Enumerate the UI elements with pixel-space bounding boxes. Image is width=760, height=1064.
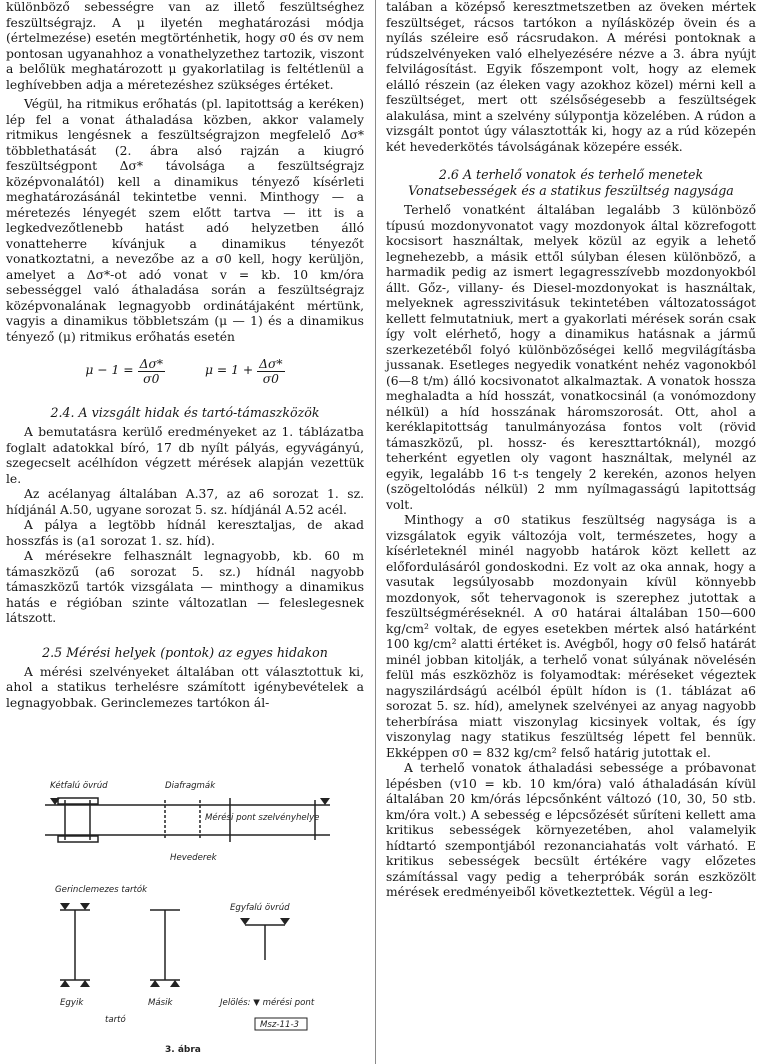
formula-block (6, 351, 364, 391)
label-jeloles: Jelölés: ▼ mérési pont (220, 998, 315, 1008)
fraction-numerator: Δσ* (259, 356, 283, 371)
left-column (6, 0, 364, 711)
figure-3 (30, 760, 360, 1060)
measurement-point-marker (240, 918, 250, 925)
label-ketfalu-ovrud: Kétfalú övrúd (50, 781, 108, 791)
section-heading: 2.4. A vizsgált hidak és tartó-támaszközök (50, 405, 320, 420)
measurement-point-marker (80, 903, 90, 910)
measurement-point-marker (320, 798, 330, 805)
label-meresi-pont: Mérési pont szelvényhelye (205, 813, 320, 823)
formula-1 (85, 357, 165, 386)
label-figure-code: Msz-11-3 (260, 1020, 300, 1030)
paragraph: A mérési szelvényeket általában ott választottuk ki, ahol a statikus terhelésre számított igénybevételek a legnagyobbak. Gerinclemezes tartókon ál- (6, 664, 364, 710)
label-diafragmak: Diafragmák (165, 781, 216, 791)
figure-caption: 3. ábra (165, 1045, 201, 1055)
measurement-point-marker (60, 903, 70, 910)
measurement-point-marker (150, 980, 160, 987)
paragraph: A terhelő vonatok áthaladási sebessége a próbavonat lépésben (v10 = kb. 10 km/óra) való áthaladásán kívül általában 20 km/órás lépcsőnként változó (10, 30, 50 stb. km/óra volt.) A sebesség e lépcsőzését sűríteni kellett ama kritikus sebességek környezetében, ahol valamelyik hídtartó szempontjából rezonanciahatás volt várható. E kritikus sebességek becsült értékére vagy előzetes számítással vagy pedig a teherpróbák során eszközölt mérések eredményeiből következtettek. Végül a leg- (386, 761, 756, 899)
section-subheading: Vonatsebességek és a statikus feszültség nagysága (408, 183, 734, 198)
label-hevederek: Hevederek (170, 853, 217, 863)
paragraph: különböző sebességre van az illető feszültséghez feszültségrajz. A μ ilyetén meghatározási módja (értelmezése) esetén megtörténhetik, hogy σ0 és σv nem pontosan ugyanahhoz a vonathelyzethez tartozik, viszont a belőlük meghatározott μ gyakorlatilag is feltétlenül a leghívebben adja a méretezéshez szükséges értéket. (6, 0, 364, 92)
label-egyik: Egyik (60, 998, 84, 1008)
formula-lhs: μ − 1 = (85, 363, 134, 378)
measurement-point-marker (80, 980, 90, 987)
measurement-point-marker (60, 980, 70, 987)
fraction-denominator: σ0 (143, 371, 160, 386)
measurement-points-diagram (30, 760, 360, 1060)
paragraph: Minthogy a σ0 statikus feszültség nagysága is a vizsgálatok egyik változója volt, természetes, hogy a kísérleteknél minél nagyobb határok közt kellett az előfordulásáról gondoskodni. Ez volt az oka annak, hogy a vasutak legsúlyosabb mozdonyain kívül könnyebb mozdonyok, sőt tehervagonok is szerephez jutottak a feszültségméréseknél. A σ0 határai általában 150—600 kg/cm² voltak, de egyes esetekben mértek alsó határként 100 kg/cm² alatti értéket is. Avégből, hogy σ0 felső határát minél jobban kitolják, a terhelő vonat súlyának növelésén felül más eszközhöz is folyamodtak: méréseket végeztek nagyszilárdságú acélból épült hídon is (1. táblázat a6 sorozat 5. sz. híd), amelynek szelvényei az anyag nagyobb teherbírása miatt viszonylag kicsinyek voltak, és így viszonylag nagy statikus feszültség lépett fel bennük. Ekképpen σ0 = 832 kg/cm² felső határig jutottak el. (386, 513, 756, 760)
section-heading: 2.6 A terhelő vonatok és terhelő menetek (438, 167, 704, 182)
fraction (257, 357, 284, 386)
measurement-point-marker (170, 980, 180, 987)
fraction-denominator: σ0 (262, 371, 279, 386)
fraction-numerator: Δσ* (139, 356, 163, 371)
label-tarto: tartó (105, 1015, 126, 1025)
fraction (138, 357, 165, 386)
label-masik: Másik (148, 998, 173, 1008)
paragraph: A pálya a legtöbb hídnál keresztaljas, de akad hosszfás is (a1 sorozat 1. sz. híd). (6, 518, 364, 548)
paragraph: Terhelő vonatként általában legalább 3 különböző típusú mozdonyvonatot vagy mozdonyok által közrefogott kocsisort használtak, melyek közül az egyik a lehető legnehezebb, a másik ettől súlyban élesen különböző, a harmadik pedig az ismert legagresszívebb mozdonyokból állt. Gőz-, villany- és Diesel-mozdonyokat is használtak, melyeknek agresszivitásuk tekintetében változatosságot kellett felmutatniuk, mert a gyakorlati mérések során csak így volt elérhető, hogy a dinamikus hatásnak a jármű szerkezetéből folyó különbözőségei kellő megvilágításba jussanak. Esetleges negyedik vonatként nehéz vagonokból (6—8 t/m) álló kocsivonatot alkalmaztak. A vonatok hossza meghaladta a híd hosszát, vonatkocsinál (a vonómozdony nélkül) a híd hosszának háromszorosát. Ott, ahol a keréklapitottság tanulmányozása fontos volt (rövid támaszközű, pl. hossz- és kereszttartóknál), mozgó teherként egyetlen oly vagont használtak, melynél az egyik, legalább 16 t-s tengely 2 kerekén, azonos helyen (szögeltolódás nélkül) 2 mm nyílmagasságú lapitottság volt. (386, 203, 756, 512)
section-heading: 2.5 Mérési helyek (pontok) az egyes hidakon (42, 644, 328, 660)
paragraph: A bemutatásra kerülő eredményeket az 1. táblázatba foglalt adatokkal bíró, 17 db nyílt pályás, egyvágányú, szegecselt acélhídon végzett mérések alapján vezettük le. (6, 425, 364, 486)
paragraph: Végül, ha ritmikus erőhatás (pl. lapitottság a keréken) lép fel a vonat áthaladása közben, akkor valamely ritmikus lengésnek a feszültségrajzon megfelelő Δσ* többlethatását (2. ábra alsó rajzán a kiugró feszültségpont Δσ* távolsága a feszültségrajz középvonalától) kell a dinamikus tényező kísérleti meghatározásánál tekintetbe venni. Minthogy — a méretezés lényegét szem előtt tartva — itt is a legkedvezőtlenebb hatást adó helyzetben álló vonatteherre kívánjuk a dinamikus tényezőt vonatkoztatni, a nevezőbe az a σ0 kell, hogy kerüljön, amelyet a Δσ*-ot adó vonat v = kb. 10 km/óra sebességgel való áthaladása során a feszültségrajz középvonalának legnagyobb ordinátájaként mértünk, vagyis a dinamikus többletszám (μ — 1) és a dinamikus tényező (μ) ritmikus erőhatás esetén (6, 97, 364, 344)
paragraph: talában a középső keresztmetszetben az öveken mértek feszültséget, rácsos tartókon a nyílásközép övein és a nyílás széleire eső rácsrudakon. A mérési pontoknak a rúdszelvényeken való elhelyezésére nézve a 3. ábra nyújt felvilágosítást. Egyik főszempont volt, hogy az elemek elálló részein (az éleken vagy azokhoz közel) mérni kell a feszültséget, mert ott szélsőségesebb a feszültségek alakulása, mint a szelvény súlypontja közelében. A rúdon a vizsgált pontot úgy választották ki, hogy az a rúd közepén két hevederkötés távolságának közepére essék. (386, 0, 756, 154)
batten-plate (58, 836, 98, 842)
formula-2 (205, 357, 285, 386)
right-column (386, 0, 756, 901)
column-divider (375, 0, 376, 1064)
formula-lhs: μ = 1 + (205, 363, 254, 378)
batten-plate (58, 798, 98, 804)
measurement-point-marker (280, 918, 290, 925)
label-gerinclemezes-tartok: Gerinclemezes tartók (55, 885, 148, 895)
paragraph: A mérésekre felhasznált legnagyobb, kb. 60 m támaszközű (a6 sorozat 5. sz.) hídnál nagyobb támaszközű tartók vizsgálata — minthogy a dinamikus hatás e régióban szinte változatlan — feleslegesnek látszott. (6, 549, 364, 625)
paragraph: Az acélanyag általában A.37, az a6 sorozat 1. sz. hídjánál A.50, ugyane sorozat 5. sz. hídjánál A.52 acél. (6, 487, 364, 517)
label-egyfalu-ovrud: Egyfalú övrúd (230, 903, 290, 913)
